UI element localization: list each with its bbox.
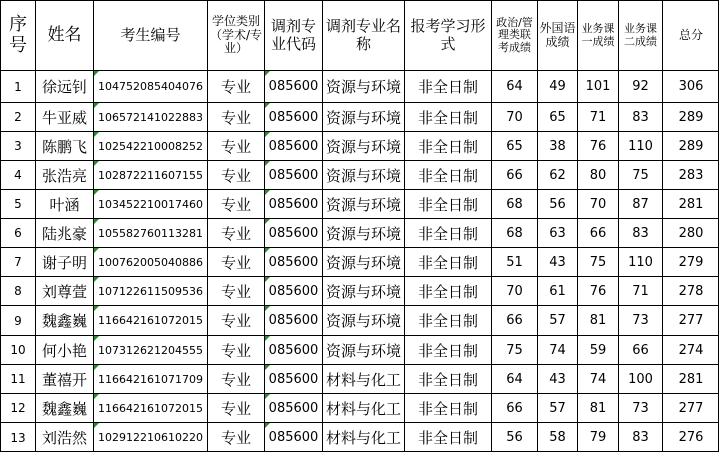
table-cell[interactable]: 58: [549, 430, 566, 445]
table-cell[interactable]: 83: [632, 109, 649, 125]
table-cell[interactable]: 13: [10, 430, 26, 445]
table-cell[interactable]: 102542210008252: [98, 139, 203, 153]
header-cell: 总分: [678, 27, 703, 42]
table-cell[interactable]: 64: [506, 79, 523, 94]
cell-marker-icon: [265, 365, 270, 370]
table-cell[interactable]: 5: [14, 197, 22, 211]
table-cell[interactable]: 资源与环境: [325, 108, 401, 127]
cell-marker-icon: [265, 336, 270, 341]
cell-marker-icon: [94, 132, 99, 137]
header-cell: 政治/管理类联考成绩: [496, 15, 533, 54]
cell-marker-icon: [94, 365, 99, 370]
cell-marker-icon: [94, 161, 99, 166]
table-cell[interactable]: 83: [632, 225, 649, 241]
table-cell[interactable]: 100762005040886: [98, 255, 203, 269]
table-cell[interactable]: 57: [549, 313, 566, 328]
table-cell[interactable]: 专业: [220, 312, 251, 330]
table-cell[interactable]: 70: [589, 196, 607, 212]
cell-marker-icon: [265, 219, 270, 224]
table-cell[interactable]: 11: [10, 372, 26, 386]
table-cell[interactable]: 110: [628, 138, 653, 154]
table-cell[interactable]: 276: [678, 430, 704, 445]
table-cell[interactable]: 101: [585, 79, 611, 94]
table-cell[interactable]: 专业: [220, 341, 251, 360]
table-cell[interactable]: 103452210017460: [98, 197, 203, 211]
table-cell[interactable]: 79: [589, 430, 607, 445]
table-cell[interactable]: 66: [506, 167, 523, 183]
table-cell[interactable]: 董禧开: [41, 370, 87, 389]
table-cell[interactable]: 资源与环境: [325, 166, 401, 185]
table-cell[interactable]: 非全日制: [417, 166, 478, 185]
table-cell[interactable]: 085600: [268, 167, 319, 183]
cell-marker-icon: [94, 423, 99, 428]
cell-marker-icon: [265, 190, 270, 195]
cell-marker-icon: [94, 248, 99, 253]
table-cell[interactable]: 085600: [268, 400, 319, 416]
table-cell[interactable]: 9: [14, 313, 22, 328]
table-cell[interactable]: 材料与化工: [325, 370, 401, 389]
table-cell[interactable]: 281: [678, 196, 704, 212]
table-cell[interactable]: 51: [506, 254, 523, 270]
table-cell[interactable]: 12: [10, 401, 26, 415]
table-cell[interactable]: 107122611509536: [98, 284, 203, 298]
table-cell[interactable]: 非全日制: [417, 78, 478, 96]
table-cell[interactable]: 81: [589, 313, 607, 328]
table-cell[interactable]: 专业: [220, 137, 251, 156]
table-cell[interactable]: 76: [589, 138, 607, 154]
cell-marker-icon: [94, 71, 99, 76]
table-cell[interactable]: 刘尊萱: [41, 282, 87, 301]
table-cell[interactable]: 80: [589, 167, 607, 183]
table-cell[interactable]: 4: [14, 168, 22, 182]
table-cell[interactable]: 非全日制: [417, 341, 478, 360]
table-cell[interactable]: 资源与环境: [325, 224, 401, 243]
table-cell[interactable]: 1: [14, 79, 22, 94]
table-cell[interactable]: 资源与环境: [325, 195, 401, 214]
table-cell[interactable]: 非全日制: [417, 312, 478, 330]
table-cell[interactable]: 92: [632, 79, 649, 94]
table-cell[interactable]: 非全日制: [417, 282, 478, 301]
table-cell[interactable]: 289: [678, 109, 704, 125]
table-cell[interactable]: 75: [506, 342, 523, 358]
table-cell[interactable]: 非全日制: [417, 253, 478, 272]
table-cell[interactable]: 38: [549, 138, 566, 154]
table-cell[interactable]: 116642161071709: [98, 372, 203, 386]
table-cell[interactable]: 刘浩然: [41, 429, 87, 447]
table-cell[interactable]: 306: [678, 79, 704, 94]
table-cell[interactable]: 116642161072015: [98, 314, 203, 327]
table-cell[interactable]: 非全日制: [417, 137, 478, 156]
cell-marker-icon: [265, 132, 270, 137]
table-cell[interactable]: 3: [14, 139, 22, 153]
table-cell[interactable]: 281: [678, 371, 704, 387]
header-cell: 业务课二成绩: [624, 21, 657, 48]
table-cell[interactable]: 66: [506, 313, 523, 328]
table-cell[interactable]: 56: [506, 430, 523, 445]
table-cell[interactable]: 085600: [268, 283, 319, 299]
table-cell[interactable]: 魏鑫巍: [41, 312, 87, 330]
table-cell[interactable]: 65: [506, 138, 523, 154]
cell-marker-icon: [265, 306, 270, 311]
table-cell[interactable]: 83: [632, 430, 649, 445]
table-cell[interactable]: 10: [10, 343, 26, 357]
table-cell[interactable]: 43: [549, 371, 566, 387]
table-cell[interactable]: 68: [506, 196, 523, 212]
cell-marker-icon: [94, 277, 99, 282]
cell-marker-icon: [265, 394, 270, 399]
header-cell: 考生编号: [120, 25, 181, 44]
cell-marker-icon: [265, 71, 270, 76]
table-cell[interactable]: 64: [506, 371, 523, 387]
table-cell[interactable]: 085600: [268, 109, 319, 125]
cell-marker-icon: [94, 103, 99, 108]
table-cell[interactable]: 100: [628, 371, 653, 387]
table-cell[interactable]: 资源与环境: [325, 78, 401, 96]
table-cell[interactable]: 76: [589, 283, 607, 299]
table-cell[interactable]: 资源与环境: [325, 253, 401, 272]
table-cell[interactable]: 277: [678, 400, 704, 416]
table-cell[interactable]: 陈鹏飞: [41, 137, 87, 156]
header-cell: 姓名: [47, 24, 82, 45]
table-cell[interactable]: 085600: [268, 196, 319, 212]
table-cell[interactable]: 资源与环境: [325, 137, 401, 156]
header-cell: 序号: [9, 13, 27, 56]
grid-hline: [0, 0, 719, 1]
table-cell[interactable]: 102872211607155: [98, 168, 203, 182]
table-cell[interactable]: 085600: [268, 313, 319, 328]
table-cell[interactable]: 徐远钊: [41, 78, 87, 96]
cell-marker-icon: [265, 277, 270, 282]
table-cell[interactable]: 材料与化工: [325, 399, 401, 418]
table-cell[interactable]: 70: [506, 283, 523, 299]
table-cell[interactable]: 62: [549, 167, 566, 183]
table-cell[interactable]: 非全日制: [417, 224, 478, 243]
table-cell[interactable]: 59: [589, 342, 607, 358]
table-cell[interactable]: 66: [506, 400, 523, 416]
table-cell[interactable]: 66: [589, 225, 607, 241]
table-cell[interactable]: 74: [589, 371, 607, 387]
table-cell[interactable]: 专业: [220, 166, 251, 185]
table-cell[interactable]: 专业: [220, 370, 251, 389]
cell-marker-icon: [265, 103, 270, 108]
table-cell[interactable]: 8: [14, 284, 22, 298]
table-cell[interactable]: 56: [549, 196, 566, 212]
table-cell[interactable]: 106572141022883: [98, 110, 203, 124]
table-cell[interactable]: 104752085404076: [98, 80, 203, 93]
table-cell[interactable]: 49: [549, 79, 566, 94]
table-cell[interactable]: 非全日制: [417, 370, 478, 389]
table-cell[interactable]: 66: [632, 342, 649, 358]
table-cell[interactable]: 278: [678, 283, 704, 299]
table-cell[interactable]: 专业: [220, 78, 251, 96]
table-cell[interactable]: 材料与化工: [325, 429, 401, 447]
table-cell[interactable]: 陆兆豪: [41, 224, 87, 243]
table-cell[interactable]: 105582760113281: [98, 226, 203, 240]
table-cell[interactable]: 279: [678, 254, 704, 270]
table-cell[interactable]: 43: [549, 254, 566, 270]
table-cell[interactable]: 289: [678, 138, 704, 154]
cell-marker-icon: [265, 423, 270, 428]
table-cell[interactable]: 73: [632, 313, 649, 328]
table-cell[interactable]: 085600: [268, 138, 319, 154]
header-cell: 报考学习形式: [410, 17, 486, 53]
table-cell[interactable]: 085600: [268, 342, 319, 358]
table-cell[interactable]: 叶涵: [49, 195, 80, 214]
table-cell[interactable]: 谢子明: [41, 253, 87, 272]
table-cell[interactable]: 73: [632, 400, 649, 416]
table-cell[interactable]: 110: [628, 254, 653, 270]
table-cell[interactable]: 6: [14, 226, 22, 240]
table-cell[interactable]: 085600: [268, 254, 319, 270]
table-cell[interactable]: 资源与环境: [325, 312, 401, 330]
table-cell[interactable]: 71: [589, 109, 607, 125]
table-cell[interactable]: 非全日制: [417, 108, 478, 127]
table-cell[interactable]: 102912210610220: [98, 431, 203, 444]
table-cell[interactable]: 非全日制: [417, 429, 478, 447]
table-cell[interactable]: 107312621204555: [98, 343, 203, 357]
table-cell[interactable]: 牛亚威: [41, 108, 87, 127]
table-cell[interactable]: 非全日制: [417, 399, 478, 418]
table-cell[interactable]: 75: [632, 167, 649, 183]
table-cell[interactable]: 专业: [220, 399, 251, 418]
cell-marker-icon: [94, 394, 99, 399]
table-cell[interactable]: 资源与环境: [325, 341, 401, 360]
table-cell[interactable]: 2: [14, 110, 22, 124]
table-cell[interactable]: 085600: [268, 225, 319, 241]
table-cell[interactable]: 68: [506, 225, 523, 241]
cell-marker-icon: [265, 161, 270, 166]
table-cell[interactable]: 61: [549, 283, 566, 299]
table-cell[interactable]: 274: [678, 342, 704, 358]
header-cell: 外国语成绩: [539, 20, 576, 49]
header-cell: 调剂专业代码: [270, 17, 316, 53]
table-cell[interactable]: 专业: [220, 195, 251, 214]
table-cell[interactable]: 71: [632, 283, 649, 299]
table-cell[interactable]: 085600: [268, 430, 319, 445]
table-cell[interactable]: 63: [549, 225, 566, 241]
cell-marker-icon: [94, 219, 99, 224]
table-cell[interactable]: 74: [549, 342, 566, 358]
table-cell[interactable]: 085600: [268, 79, 319, 94]
table-cell[interactable]: 张浩亮: [41, 166, 87, 185]
table-cell[interactable]: 87: [632, 196, 649, 212]
table-cell[interactable]: 085600: [268, 371, 319, 387]
table-cell[interactable]: 专业: [220, 108, 251, 127]
table-cell[interactable]: 70: [506, 109, 523, 125]
table-cell[interactable]: 专业: [220, 282, 251, 301]
header-cell: 业务课一成绩: [581, 21, 615, 48]
table-cell[interactable]: 65: [549, 109, 566, 125]
table-cell[interactable]: 专业: [220, 253, 251, 272]
table-cell[interactable]: 专业: [220, 429, 251, 447]
table-cell[interactable]: 何小艳: [41, 341, 87, 360]
table-cell[interactable]: 280: [678, 225, 704, 241]
table-cell[interactable]: 116642161072015: [98, 401, 203, 415]
cell-marker-icon: [265, 248, 270, 253]
table-cell[interactable]: 75: [589, 254, 607, 270]
table-cell[interactable]: 专业: [220, 224, 251, 243]
table-cell[interactable]: 277: [678, 313, 704, 328]
cell-marker-icon: [94, 306, 99, 311]
header-cell: 调剂专业名称: [325, 17, 401, 53]
table-cell[interactable]: 7: [14, 255, 22, 269]
table-cell[interactable]: 资源与环境: [325, 282, 401, 301]
cell-marker-icon: [94, 336, 99, 341]
table-cell[interactable]: 57: [549, 400, 566, 416]
table-cell[interactable]: 魏鑫巍: [41, 399, 87, 418]
table-cell[interactable]: 81: [589, 400, 607, 416]
header-cell: 学位类别（学术/专业）: [209, 13, 263, 56]
table-cell[interactable]: 283: [678, 167, 704, 183]
table-cell[interactable]: 非全日制: [417, 195, 478, 214]
cell-marker-icon: [94, 190, 99, 195]
